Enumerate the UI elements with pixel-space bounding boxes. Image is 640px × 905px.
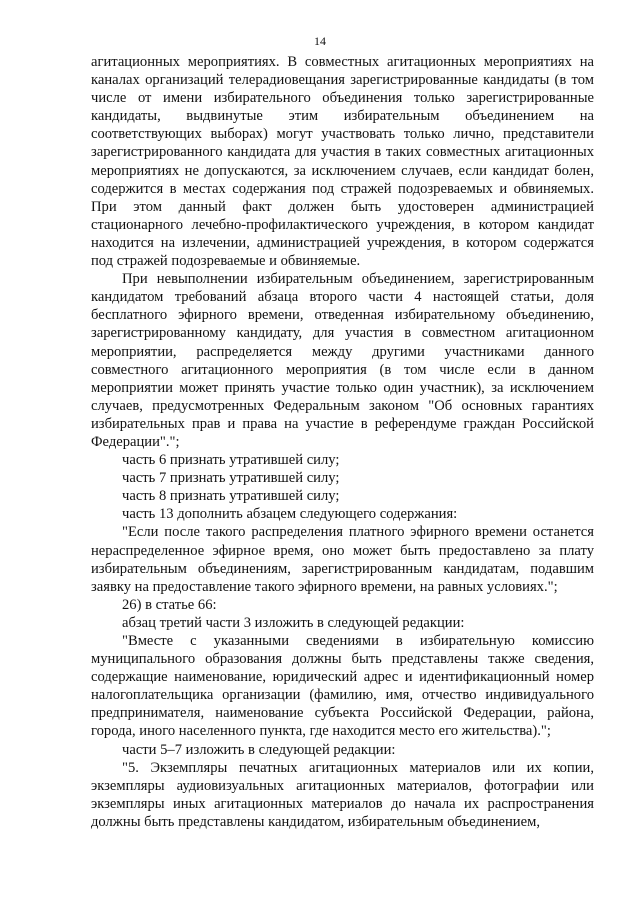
paragraph: абзац третий части 3 изложить в следующей редакции: [122, 614, 465, 631]
paragraph: части 5–7 изложить в следующей редакции: [122, 741, 396, 758]
paragraph: часть 8 признать утратившей силу; [122, 488, 340, 505]
paragraph: "5. Экземпляры печатных агитационных материалов или их копии, экземпляры аудиовизуальных агитационных материалов, фотографии или экземпляры иных агитационных материалов до начала их распространения должны быть представлены кандидатом, избирательным объединением, [91, 759, 594, 830]
paragraph: агитационных мероприятиях. В совместных агитационных мероприятиях на каналах организаций телерадиовещания зарегистрированные кандидаты (в том числе от имени избирательного объединения только зарегистрированные кандидаты, выдвинутые этим избирательным объединением на соответствующих выборах) могут участвовать только лично, представители зарегистрированного кандидата для участия в таких совместных агитационных мероприятиях не допускаются, за исключением случаев, если кандидат болен, содержится в местах содержания под стражей подозреваемых и обвиняемых. При этом данный факт должен быть удостоверен администрацией стационарного лечебно-профилактического учреждения, в котором кандидат находится на излечении, администрацией учреждения, в котором содержатся под стражей подозреваемые и обвиняемые. [91, 54, 594, 270]
page-number: 14 [314, 34, 326, 48]
paragraph: часть 7 признать утратившей силу; [122, 470, 340, 487]
paragraph: При невыполнении избирательным объединением, зарегистрированным кандидатом требований абзаца второго части 4 настоящей статьи, доля бесплатного эфирного времени, отведенная избирательному объединению, зарегистрированному кандидату, для участия в совместном агитационном мероприятии, распределяется между другими участниками данного совместного агитационного мероприятия (в том числе если в данном мероприятии может принять участие только один участник), за исключением случаев, предусмотренных Федеральным законом "Об основных гарантиях избирательных прав и права на участие в референдуме граждан Российской Федерации"."; [91, 271, 594, 450]
paragraph: 26) в статье 66: [122, 596, 217, 613]
paragraph: "Если после такого распределения платного эфирного времени останется нераспределенное эфирное время, оно может быть предоставлено за плату избирательным объединениям, зарегистрированным кандидатам, подавшим заявку на предоставление такого эфирного времени, на равных условиях."; [91, 524, 594, 595]
paragraph: часть 6 признать утратившей силу; [122, 452, 340, 469]
document-body [91, 53, 594, 831]
paragraph: "Вместе с указанными сведениями в избирательную комиссию муниципального образования должны быть представлены также сведения, содержащие наименование, юридический адрес и идентификационный номер налогоплательщика организации (фамилию, имя, отчество индивидуального предпринимателя, наименование субъекта Российской Федерации, района, города, иного населенного пункта, где находится место его жительства)."; [91, 633, 594, 740]
paragraph: часть 13 дополнить абзацем следующего содержания: [122, 506, 458, 523]
